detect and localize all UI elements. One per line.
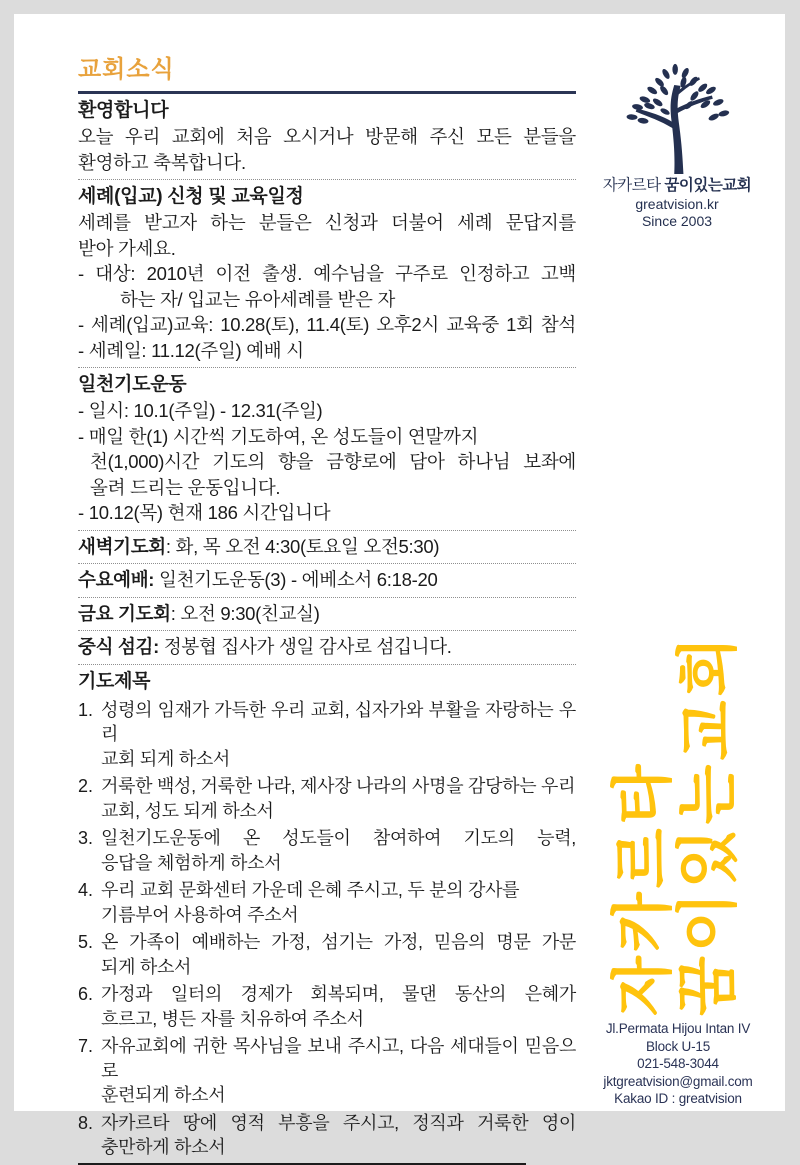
- contact-line: Kakao ID : greatvision: [614, 1091, 742, 1106]
- text-line: 응답을 체험하게 하소서: [101, 852, 282, 873]
- section-heading: 세례(입교) 신청 및 교육일정: [78, 186, 304, 207]
- banner-line-2: 꿈이있는교회: [674, 632, 743, 1016]
- line-text: 일천기도운동(3) - 에베소서 6:18-20: [154, 569, 438, 590]
- text-line: 천(1,000)시간 기도의 향을 금향로에 담아 하나님 보좌에: [90, 451, 576, 472]
- section-heading: 환영합니다: [78, 100, 169, 121]
- prayer-item: [78, 930, 576, 979]
- line-label: 금요 기도회: [78, 602, 171, 624]
- line-text: : 화, 목 오전 4:30(토요일 오전5:30): [165, 535, 440, 557]
- banner-line-1: 자카르타: [609, 760, 678, 1016]
- logo-name-church: 꿈이있는교회: [664, 177, 752, 194]
- label-line: [78, 634, 576, 660]
- label-line: [78, 534, 576, 560]
- text-line: 세례를 받고자 하는 분들은 신청과 더불어 세례 문답지를: [78, 212, 576, 233]
- text-line: - 매일 한(1) 시간씩 기도하여, 온 성도들이 연말까지: [78, 425, 479, 447]
- text-line: - 세례일: 11.12(주일) 예배 시: [78, 339, 304, 361]
- text-line: 올려 드리는 운동입니다.: [90, 476, 281, 498]
- logo-website: greatvision.kr: [635, 196, 719, 212]
- prayer-item-number: 6.: [78, 984, 94, 1004]
- label-line: [78, 601, 576, 627]
- text-line: 온 가족이 예배하는 가정, 섬기는 가정, 믿음의 명문 가문: [101, 932, 576, 952]
- text-line: 훈련되게 하소서: [101, 1085, 226, 1105]
- prayer-item-lines: [101, 698, 576, 772]
- prayer-item-number: 8.: [78, 1112, 94, 1133]
- prayer-item-number: 2.: [78, 776, 94, 796]
- text-line: 일천기도운동에 온 성도들이 참여하여 기도의 능력,: [101, 828, 576, 848]
- text-line: 기름부어 사용하여 주소서: [101, 904, 299, 925]
- prayer-item: [78, 1111, 576, 1160]
- church-logo: [584, 62, 770, 230]
- line-label: 새벽기도회: [78, 535, 166, 557]
- text-line: - 대상: 2010년 이전 출생. 예수님을 구주로 인정하고 고백: [78, 263, 576, 284]
- section: [78, 180, 576, 368]
- page-title: 교회소식: [78, 56, 175, 83]
- prayer-item: [78, 1034, 576, 1108]
- label-line: [78, 567, 576, 593]
- contact-line: Block U-15: [645, 1038, 711, 1054]
- text-line: 하는 자/ 입교는 유아세례를 받은 자: [120, 288, 396, 310]
- text-line: 흐르고, 병든 자를 치유하여 주소서: [101, 1008, 364, 1029]
- text-line: 받아 가세요.: [78, 237, 176, 259]
- prayer-item: [78, 774, 576, 823]
- section: [78, 368, 576, 531]
- prayer-item-lines: [101, 774, 576, 823]
- content-column: [78, 55, 576, 1165]
- text-line: 충만하게 하소서: [101, 1137, 226, 1157]
- end-divider: [78, 1163, 526, 1165]
- text-line: 가정과 일터의 경제가 회복되며, 물댄 동산의 은혜가: [101, 984, 576, 1004]
- prayer-item-number: 4.: [78, 880, 94, 900]
- prayer-item-lines: [101, 1034, 576, 1108]
- prayer-item: [78, 826, 576, 875]
- prayer-item-number: 7.: [78, 1036, 94, 1056]
- prayer-item-number: 3.: [78, 828, 94, 848]
- contact-line: Jl.Permata Hijou Intan IV: [605, 1021, 751, 1036]
- prayer-section-heading: 기도제목: [78, 670, 151, 692]
- text-line: 우리 교회 문화센터 가운데 은혜 주시고, 두 분의 강사를: [101, 880, 520, 900]
- prayer-item: [78, 982, 576, 1031]
- prayer-item: [78, 878, 576, 927]
- line-text: : 오전 9:30(친교실): [170, 602, 320, 624]
- line-label: 중식 섬김:: [78, 636, 159, 657]
- section-heading: 일천기도운동: [78, 374, 187, 395]
- prayer-item-lines: [101, 982, 576, 1031]
- vertical-banner-text: [611, 576, 751, 1016]
- text-line: 자카르타 땅에 영적 부흥을 주시고, 정직과 거룩한 영이: [101, 1112, 576, 1133]
- prayer-item-number: 1.: [78, 699, 94, 720]
- logo-church-name: [584, 176, 770, 196]
- section: [78, 564, 576, 598]
- bulletin-page: [14, 14, 785, 1157]
- text-line: - 10.12(목) 현재 186 시간입니다: [78, 502, 331, 523]
- prayer-item: [78, 698, 576, 772]
- line-label: 수요예배:: [78, 569, 155, 590]
- line-text: 정봉협 집사가 생일 감사로 섬깁니다.: [159, 636, 452, 657]
- prayer-item-lines: [101, 930, 576, 979]
- sections-container: [78, 94, 576, 665]
- logo-name-city: 자카르타: [602, 177, 665, 194]
- prayer-item-number: 5.: [78, 932, 94, 952]
- text-line: 되게 하소서: [101, 956, 192, 977]
- text-line: 환영하고 축복합니다.: [78, 151, 246, 173]
- text-line: 오늘 우리 교회에 처음 오시거나 방문해 주신 모든 분들을: [78, 126, 576, 147]
- text-line: - 세례(입교)교육: 10.28(토), 11.4(토) 오후2시 교육중 1회 참석: [78, 314, 576, 335]
- logo-since: Since 2003: [641, 213, 713, 229]
- tree-icon: [616, 62, 738, 174]
- section: [78, 94, 576, 180]
- text-line: 교회, 성도 되게 하소서: [101, 800, 274, 821]
- prayer-item-lines: [101, 1111, 576, 1160]
- contact-line: jktgreatvision@gmail.com: [603, 1073, 753, 1089]
- prayer-item-lines: [101, 878, 576, 927]
- text-line: - 일시: 10.1(주일) - 12.31(주일): [78, 400, 323, 421]
- text-line: 자유교회에 귀한 목사님을 보내 주시고, 다음 세대들이 믿음으로: [101, 1036, 576, 1081]
- contact-line: 021-548-3044: [637, 1056, 719, 1071]
- text-line: 성령의 임재가 가득한 우리 교회, 십자가와 부활을 자랑하는 우리: [101, 699, 576, 744]
- section: [78, 631, 576, 665]
- section: [78, 598, 576, 632]
- text-line: 교회 되게 하소서: [101, 748, 231, 769]
- prayer-list: [78, 698, 576, 1160]
- contact-info: [586, 1020, 770, 1108]
- section: [78, 531, 576, 565]
- prayer-item-lines: [101, 826, 576, 875]
- text-line: 거룩한 백성, 거룩한 나라, 제사장 나라의 사명을 감당하는 우리: [101, 776, 576, 796]
